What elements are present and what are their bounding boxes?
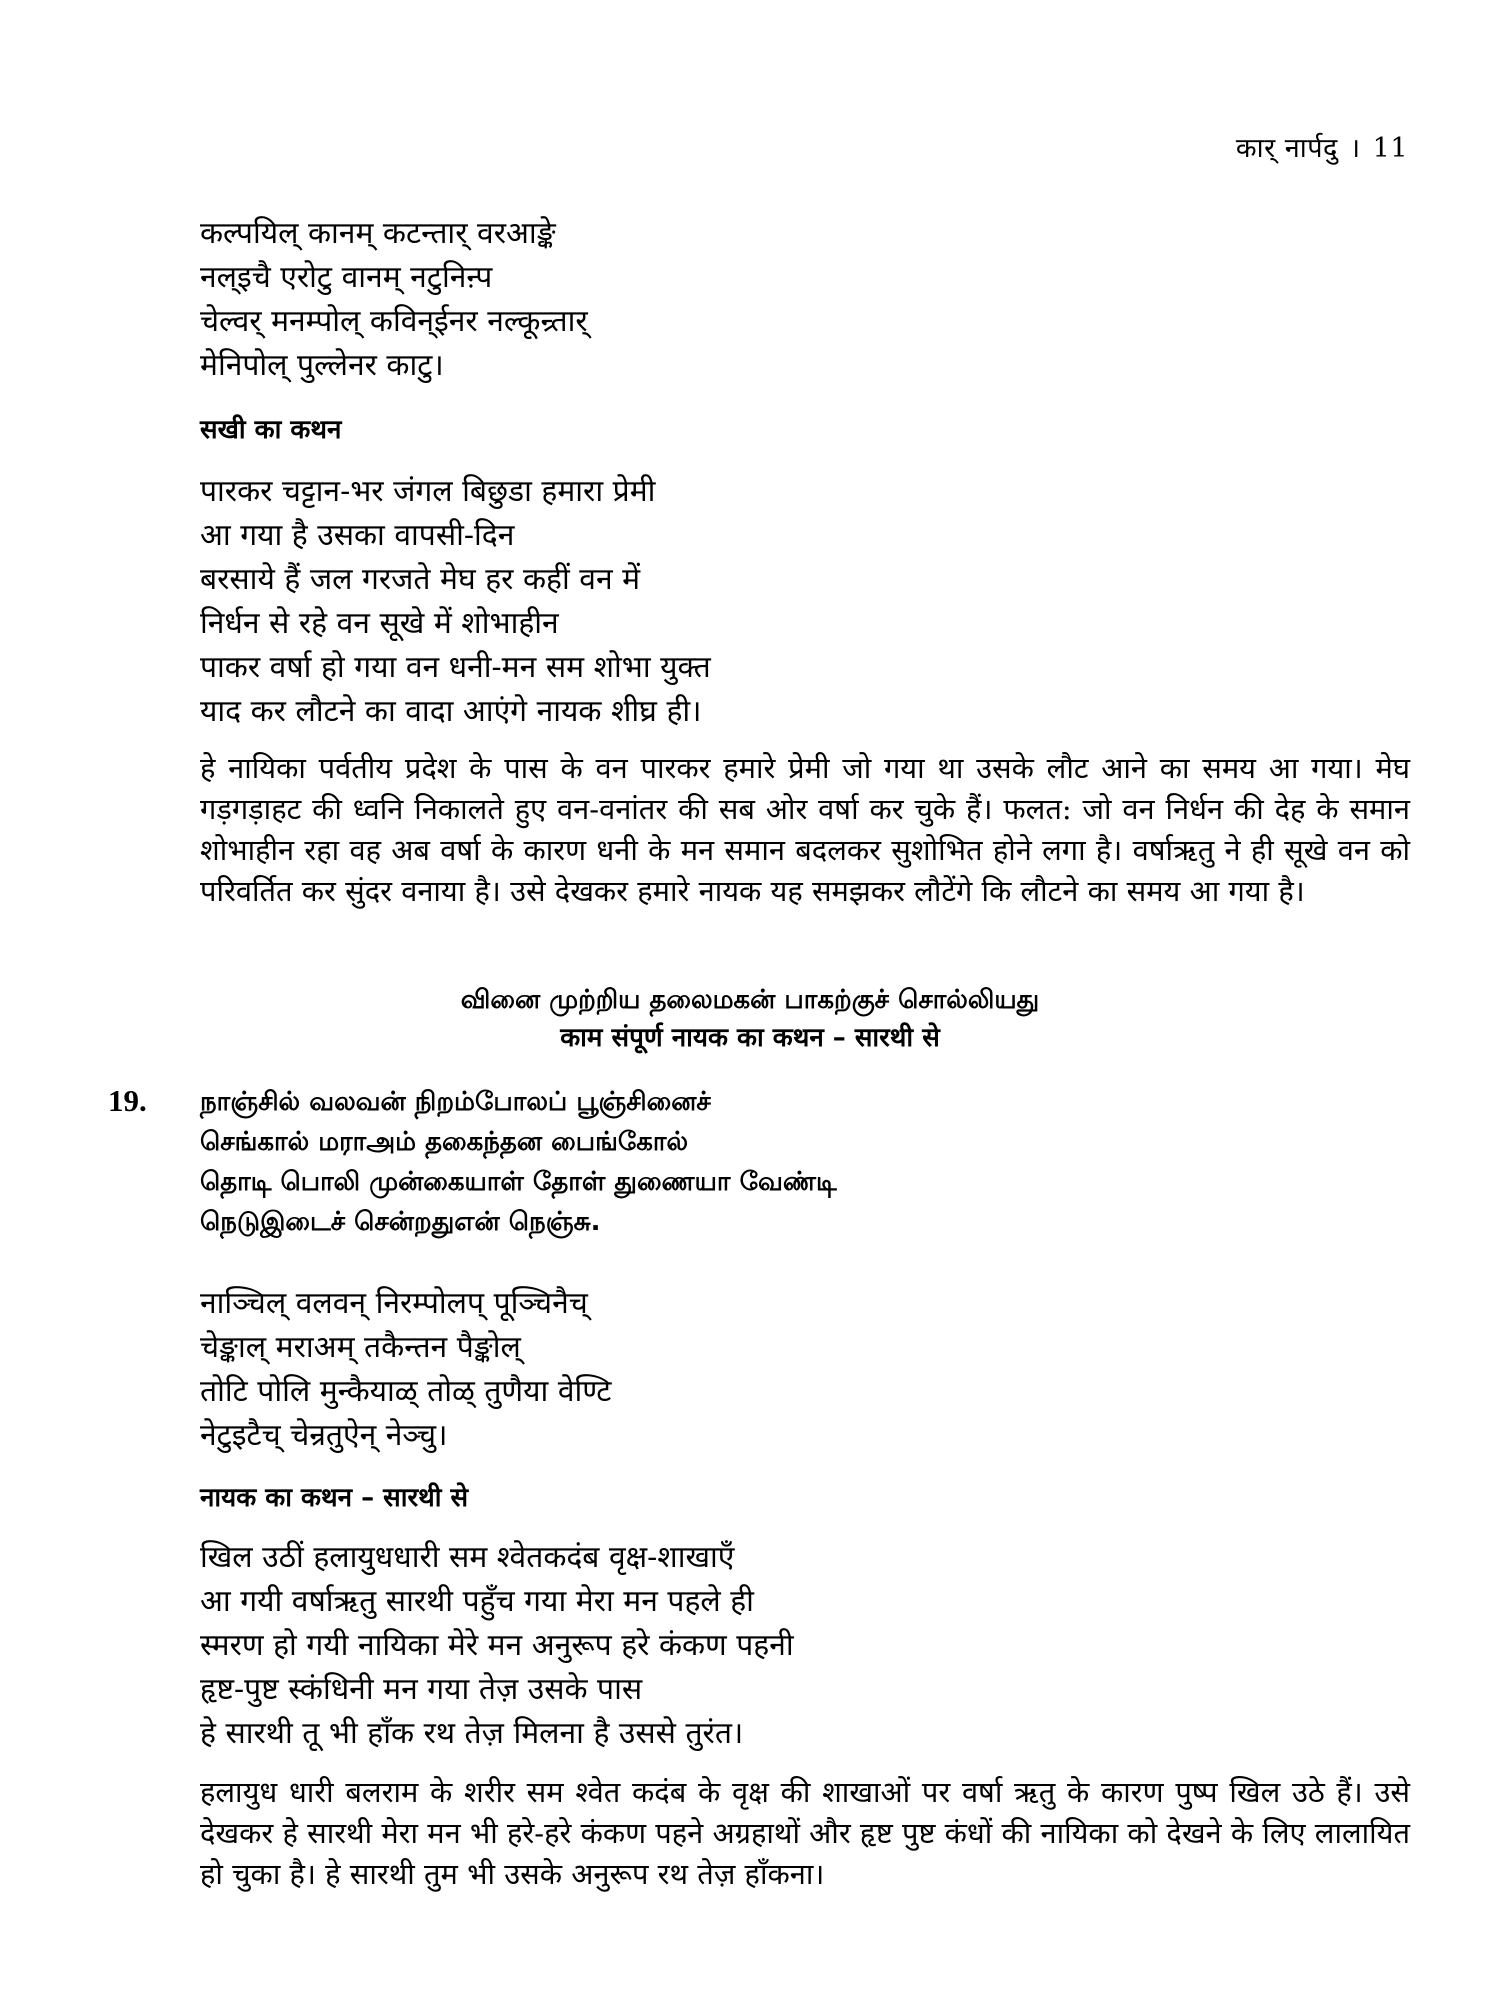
- verse19-tamil: [200, 1082, 1410, 1242]
- verse-line: तोटि पोलि मुन्कैयाळ् तोळ् तुणैया वेण्टि: [200, 1374, 612, 1409]
- nayak-heading: नायक का कथन – सारथी से: [200, 1483, 469, 1513]
- verse-line: चेङ्काल् मराअम् तकैन्तन पैङ्कोल्: [200, 1330, 521, 1365]
- verse-line: செங்கால் மராஅம் தகைந்தன பைங்கோல்: [200, 1127, 689, 1157]
- verse-line: निर्धन से रहे वन सूखे में शोभाहीन: [200, 606, 559, 641]
- verse-line: मेनिपोल् पुल्लेनर काटु।: [200, 348, 444, 383]
- verse-line: आ गया है उसका वापसी-दिन: [200, 518, 515, 553]
- verse-line: आ गयी वर्षाऋतु सारथी पहुँच गया मेरा मन पहले ही: [200, 1584, 754, 1619]
- verse-line: याद कर लौटने का वादा आएंगे नायक शीघ्र ही।: [200, 694, 702, 729]
- verse-line: चेल्वर् मनम्पोल् कविन्ईनर नल्कून्र्तार्: [200, 304, 588, 339]
- verse-line: पाकर वर्षा हो गया वन धनी-मन सम शोभा युक्त: [200, 650, 711, 685]
- running-head: [1236, 128, 1408, 165]
- verse-line: नेटुइटैच् चेन्रतुऐन् नेञ्चु।: [200, 1418, 448, 1453]
- verse-line: நெடுஇடைச் சென்றதுஎன் நெஞ்சு.: [200, 1207, 601, 1237]
- section-heading-hindi: काम संपूर्ण नायक का कथन – सारथी से: [560, 1023, 940, 1053]
- section-heading-tamil: வினை முற்றிய தலைமகன் பாகற்குச் சொல்லியது: [460, 985, 1040, 1015]
- verse19-transliteration: [200, 1282, 1410, 1458]
- verse-line: தொடி பொலி முன்கையாள் தோள் துணையா வேண்டி: [200, 1167, 837, 1197]
- page-number: 11: [1372, 133, 1408, 164]
- running-head-title: कार् नार्पदु: [1235, 133, 1338, 164]
- verse19-commentary: हलायुध धारी बलराम के शरीर सम श्वेत कदंब के वृक्ष की शाखाओं पर वर्षा ऋतु के कारण पुष्प खिल उठे हैं। उसे देखकर हे सारथी मेरा मन भी हरे-हरे कंकण पहने अग्रहाथों और हृष्ट पुष्ट कंधों की नायिका को देखने के लिए लालायित हो चुका है। हे सारथी तुम भी उसके अनुरूप रथ तेज़ हाँकना।: [200, 1775, 1410, 1891]
- verse18-commentary: हे नायिका पर्वतीय प्रदेश के पास के वन पारकर हमारे प्रेमी जो गया था उसके लौट आने का समय आ गया। मेघ गड़गड़ाहट की ध्वनि निकालते हुए वन-वनांतर की सब ओर वर्षा कर चुके हैं। फलत: जो वन निर्धन की देह के समान शोभाहीन रहा वह अब वर्षा के कारण धनी के मन समान बदलकर सुशोभित होने लगा है। वर्षाऋतु ने ही सूखे वन को परिवर्तित कर सुंदर वनाया है। उसे देखकर हमारे नायक यह समझकर लौटेंगे कि लौटने का समय आ गया है।: [200, 751, 1410, 908]
- running-head-separator: ।: [1349, 133, 1361, 164]
- verse18-hindi: [200, 470, 1410, 734]
- verse-line: हृष्ट-पुष्ट स्कंधिनी मन गया तेज़ उसके पास: [200, 1672, 643, 1707]
- verse-line: हे सारथी तू भी हाँक रथ तेज़ मिलना है उससे तुरंत।: [200, 1716, 744, 1751]
- verse-line: नाञ्चिल् वलवन् निरम्पोलप् पूञ्चिनैच्: [200, 1286, 588, 1321]
- verse-line: पारकर चट्टान-भर जंगल बिछुडा हमारा प्रेमी: [200, 474, 656, 509]
- verse19-hindi: [200, 1536, 1410, 1756]
- verse-number: 19.: [108, 1083, 147, 1118]
- verse-line: நாஞ்சில் வலவன் நிறம்போலப் பூஞ்சினைச்: [200, 1087, 711, 1117]
- verse-line: खिल उठीं हलायुधधारी सम श्वेतकदंब वृक्ष-शाखाएँ: [200, 1540, 735, 1575]
- verse-line: स्मरण हो गयी नायिका मेरे मन अनुरूप हरे कंकण पहनी: [200, 1628, 794, 1663]
- verse-line: कल्पयिल् कानम् कटन्तार् वरआङ्के: [200, 216, 556, 251]
- verse-line: बरसाये हैं जल गरजते मेघ हर कहीं वन में: [200, 562, 641, 597]
- verse-line: नल्इचै एरोटु वानम् नटुनिऩ्प: [200, 260, 493, 295]
- verse18-transliteration: [200, 212, 1410, 388]
- sakhi-heading: सखी का कथन: [200, 415, 342, 445]
